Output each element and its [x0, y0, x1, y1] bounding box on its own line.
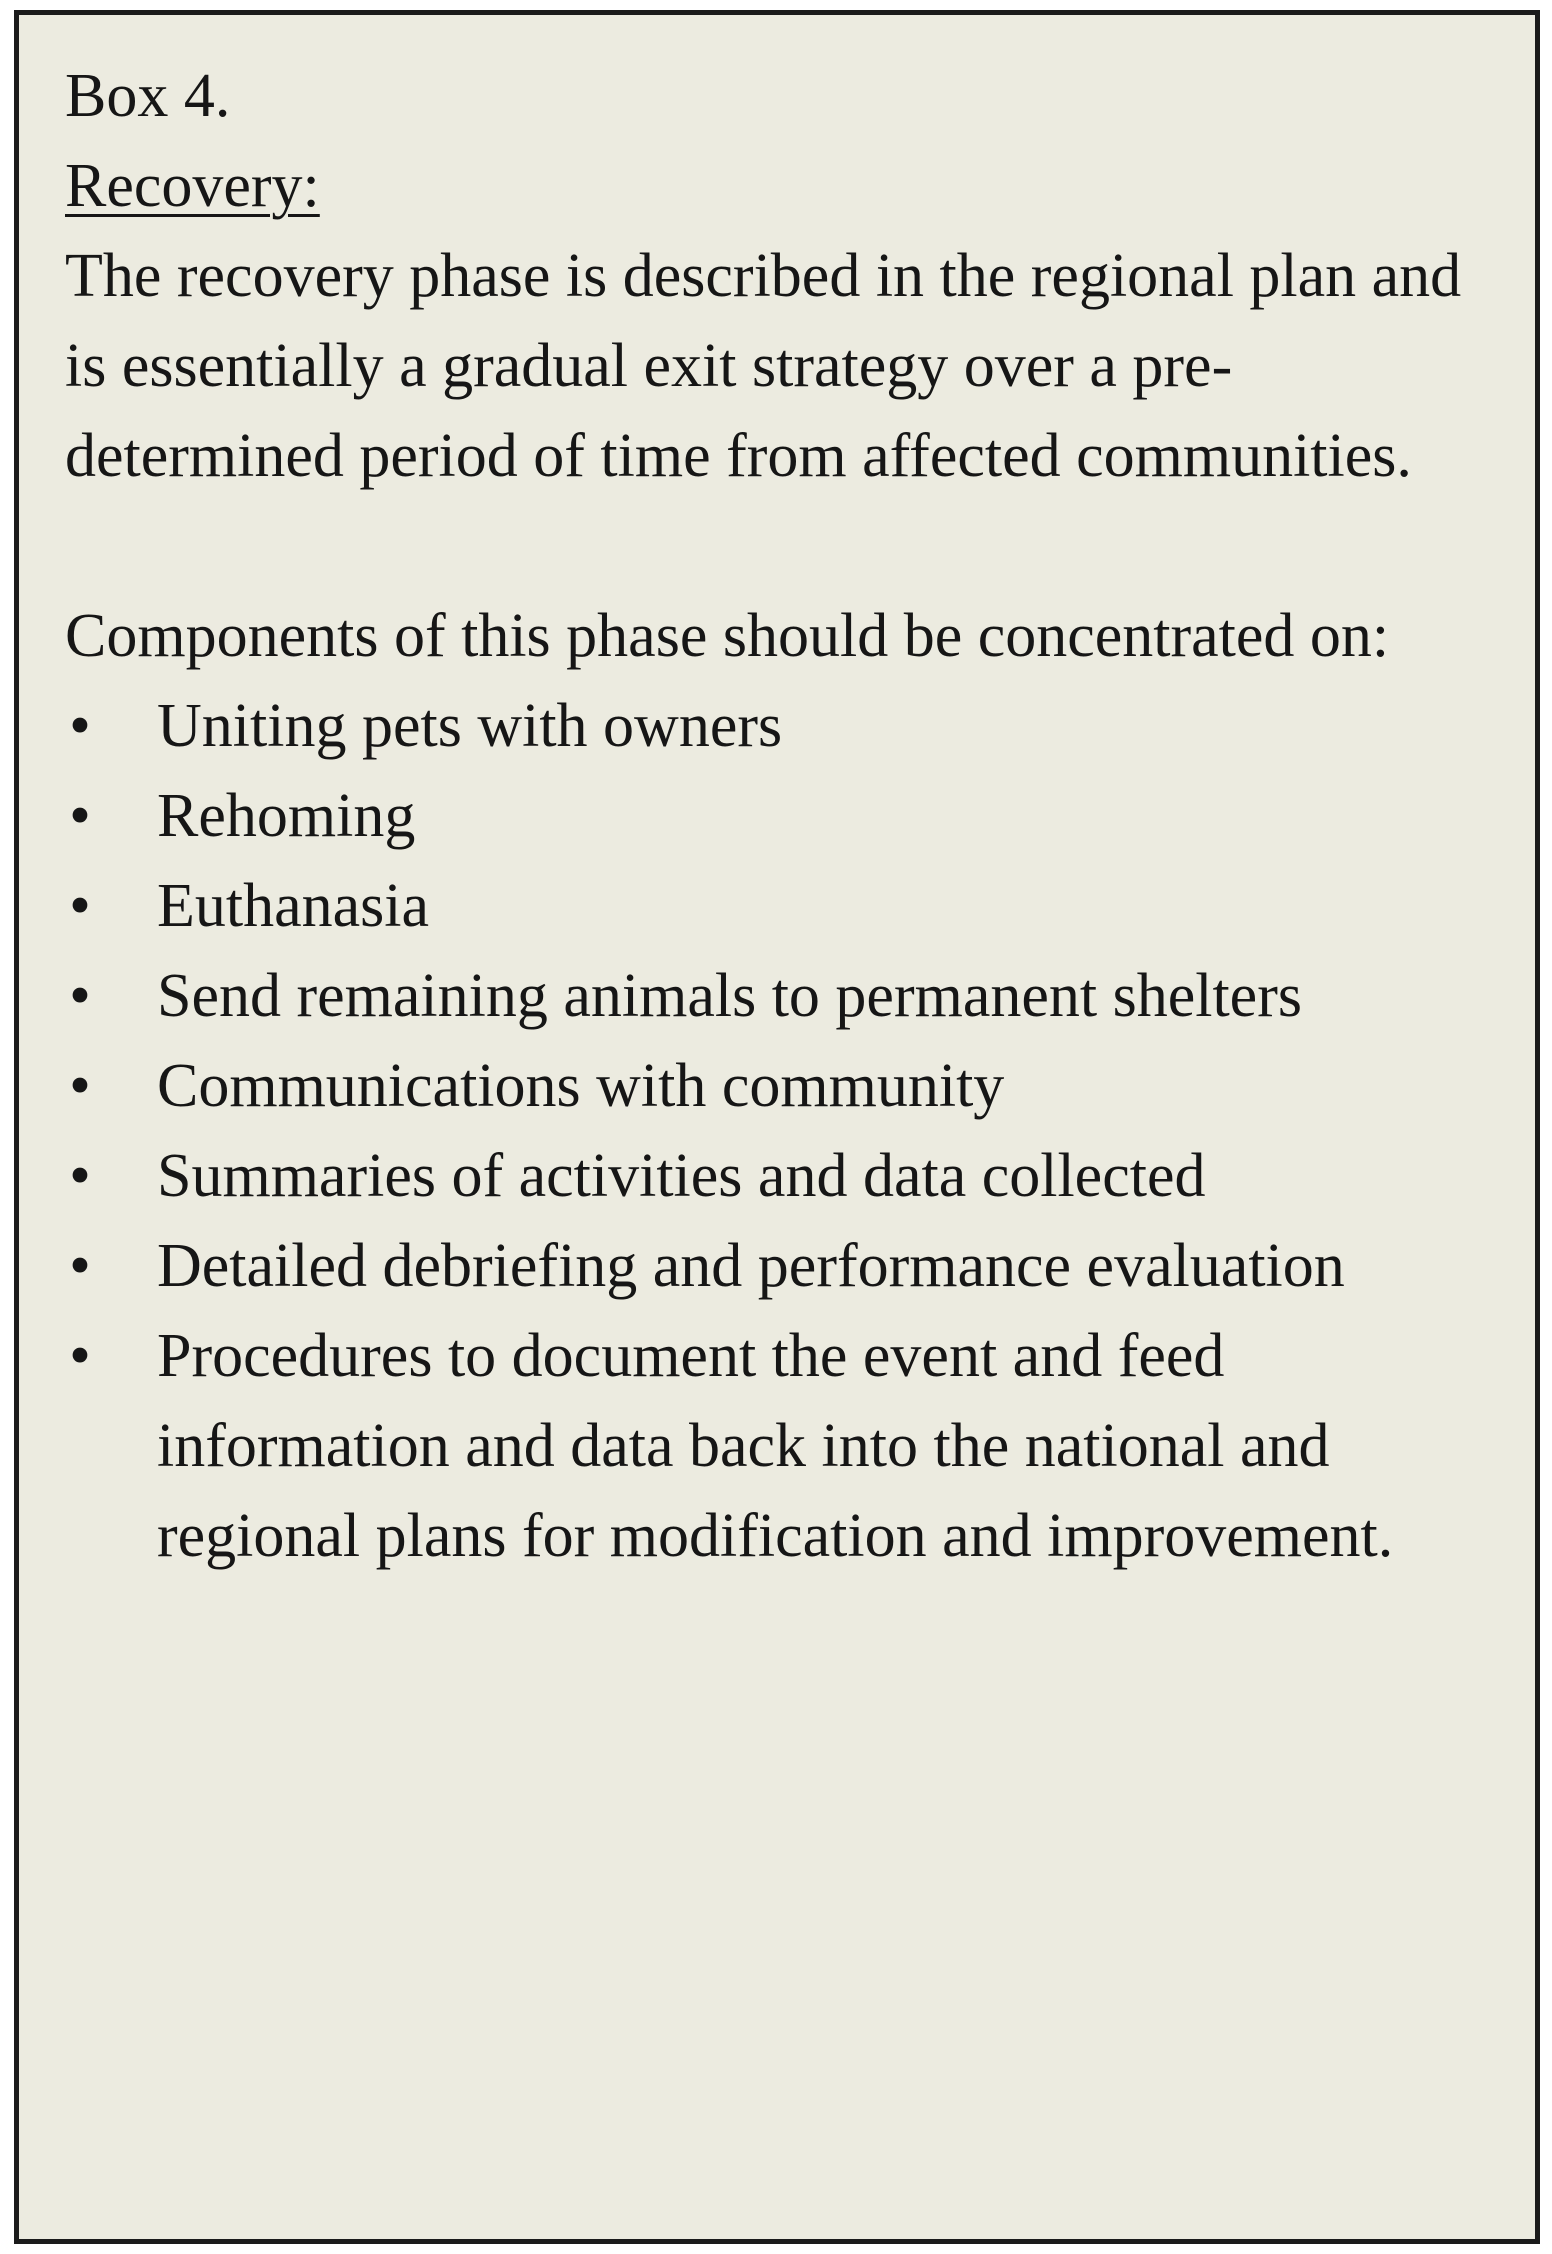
paragraph-gap: [65, 501, 1505, 591]
bullet-icon: •: [69, 782, 91, 850]
box-content: [65, 51, 1505, 1581]
list-item-text: Detailed debriefing and performance evaluation: [157, 1232, 1345, 1300]
recovery-text-box: [14, 10, 1540, 2244]
bullet-icon: •: [69, 1142, 91, 1210]
bullet-icon: •: [69, 1322, 91, 1390]
list-item-text: Procedures to document the event and feed information and data back into the national and regional plans for modification and improvement.: [157, 1322, 1394, 1570]
bullet-icon: •: [69, 1232, 91, 1300]
lead-paragraph: Components of this phase should be concentrated on:: [65, 602, 1390, 670]
bullet-icon: •: [69, 692, 91, 760]
bullet-icon: •: [69, 1052, 91, 1120]
list-item: [65, 1221, 1505, 1311]
list-item: [65, 771, 1505, 861]
list-item: [65, 951, 1505, 1041]
bullet-icon: •: [69, 872, 91, 940]
box-heading: Recovery:: [65, 152, 320, 220]
component-list: [65, 681, 1505, 1581]
list-item: [65, 861, 1505, 951]
intro-paragraph: The recovery phase is described in the regional plan and is essentially a gradual exit strategy over a pre-determined period of time from affected communities.: [65, 242, 1462, 490]
list-item: [65, 1311, 1505, 1581]
bullet-icon: •: [69, 962, 91, 1030]
list-item-text: Summaries of activities and data collected: [157, 1142, 1206, 1210]
list-item-text: Euthanasia: [157, 872, 430, 940]
box-label: Box 4.: [65, 62, 231, 130]
list-item-text: Uniting pets with owners: [157, 692, 783, 760]
list-item: [65, 1131, 1505, 1221]
list-item: [65, 681, 1505, 771]
list-item-text: Send remaining animals to permanent shelters: [157, 962, 1302, 1030]
list-item-text: Communications with community: [157, 1052, 1005, 1120]
list-item: [65, 1041, 1505, 1131]
list-item-text: Rehoming: [157, 782, 416, 850]
